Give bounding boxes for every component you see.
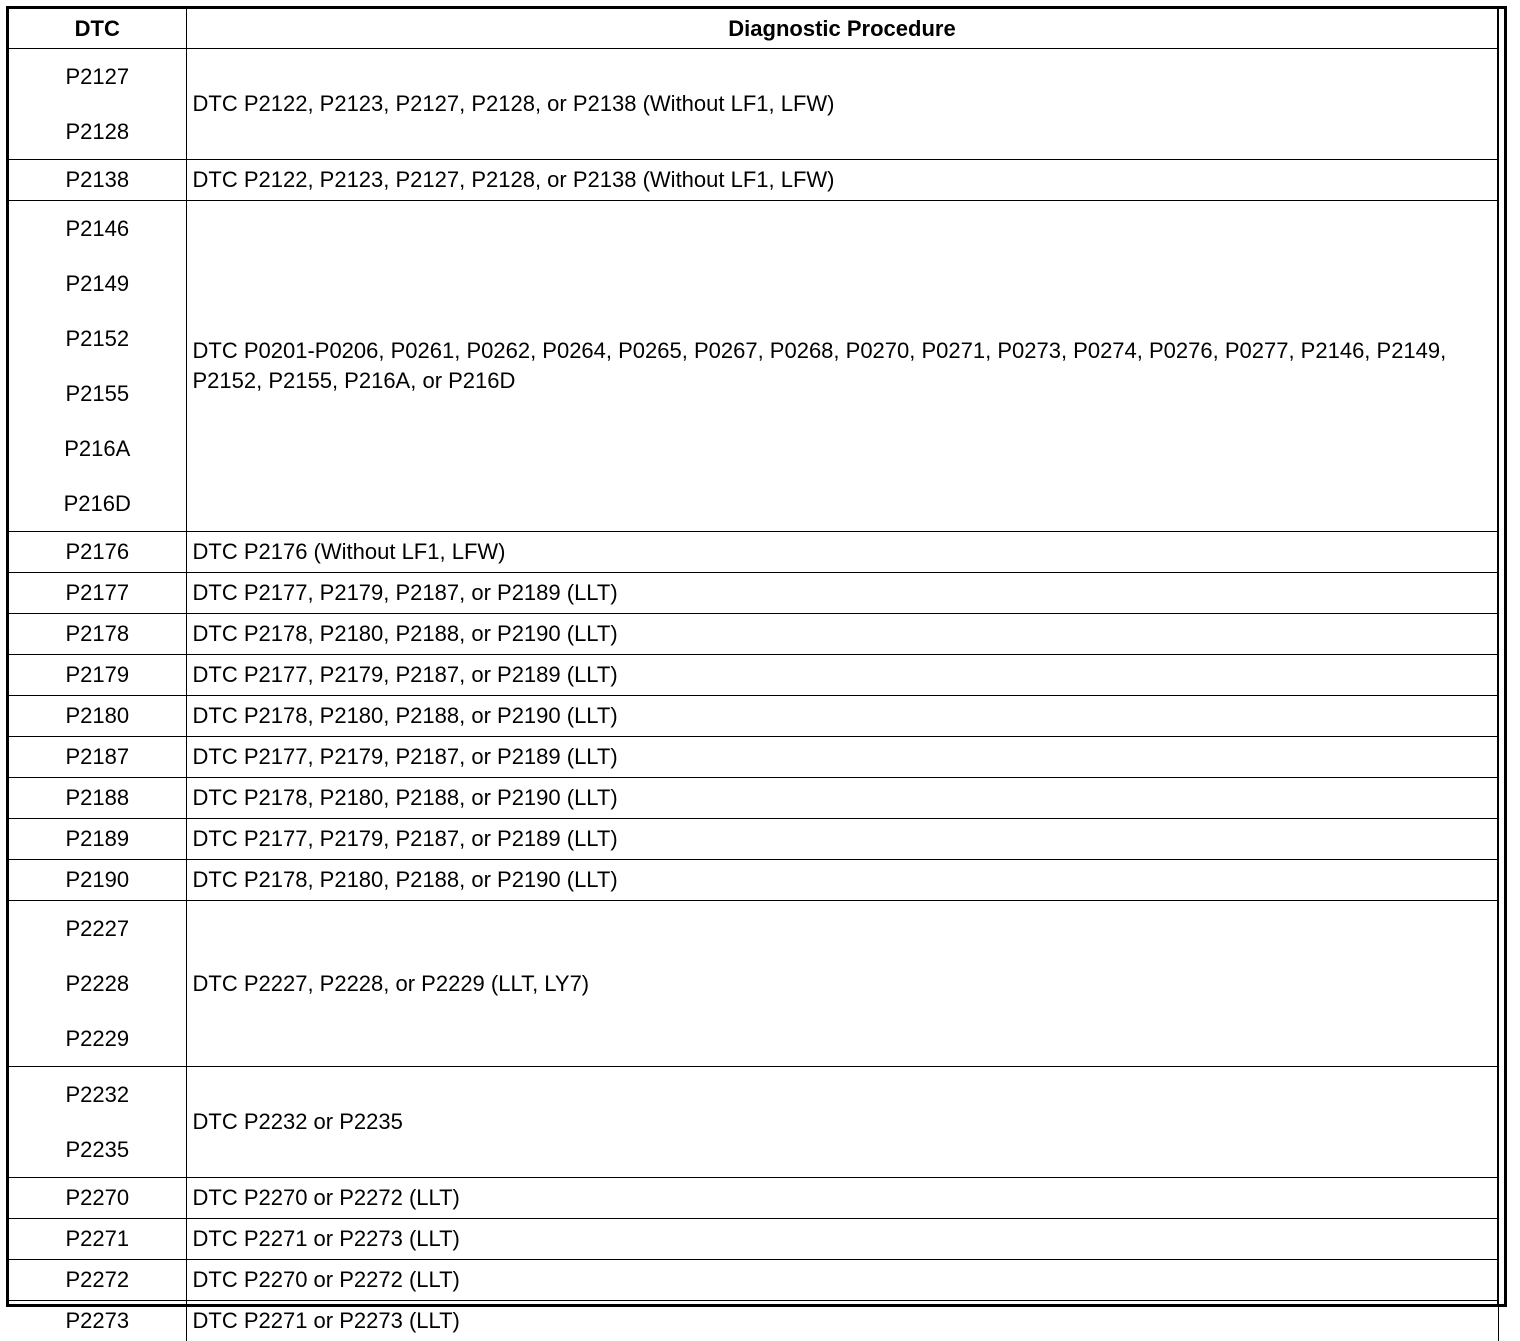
procedure-cell [186, 655, 1498, 696]
dtc-table-frame [6, 6, 1507, 1307]
table-body [9, 49, 1498, 1341]
dtc-cell [9, 532, 186, 573]
table-row [9, 573, 1498, 614]
dtc-code: P2149 [9, 256, 186, 311]
procedure-cell [186, 1219, 1498, 1260]
dtc-code: P2227 [9, 901, 186, 956]
procedure-cell [186, 696, 1498, 737]
dtc-code: P2228 [9, 956, 186, 1011]
table-header-row [9, 9, 1498, 49]
dtc-cell [9, 1219, 186, 1260]
dtc-code: P2152 [9, 311, 186, 366]
procedure-cell [186, 737, 1498, 778]
dtc-code: P2232 [9, 1067, 186, 1122]
procedure-cell [186, 160, 1498, 201]
procedure-text: DTC P2122, P2123, P2127, P2128, or P2138 (Without LF1, LFW) [193, 165, 1458, 195]
dtc-cell [9, 737, 186, 778]
dtc-cell [9, 201, 186, 532]
dtc-code: P2270 [65, 1185, 129, 1210]
table-row [9, 1219, 1498, 1260]
dtc-cell [9, 655, 186, 696]
procedure-text: DTC P2271 or P2273 (LLT) [193, 1306, 1458, 1336]
dtc-code: P2127 [9, 49, 186, 104]
dtc-code: P2190 [65, 867, 129, 892]
header-dtc: DTC [9, 9, 186, 49]
dtc-procedure-table [9, 9, 1499, 1341]
procedure-text: DTC P2122, P2123, P2127, P2128, or P2138 (Without LF1, LFW) [193, 89, 1458, 119]
procedure-text: DTC P2178, P2180, P2188, or P2190 (LLT) [193, 701, 1458, 731]
dtc-code: P2178 [65, 621, 129, 646]
dtc-code: P2177 [65, 580, 129, 605]
dtc-cell [9, 614, 186, 655]
dtc-cell [9, 160, 186, 201]
procedure-cell [186, 201, 1498, 532]
dtc-code: P2189 [65, 826, 129, 851]
procedure-cell [186, 49, 1498, 160]
procedure-text: DTC P2177, P2179, P2187, or P2189 (LLT) [193, 742, 1458, 772]
procedure-cell [186, 532, 1498, 573]
table-row [9, 696, 1498, 737]
procedure-cell [186, 1301, 1498, 1341]
dtc-code: P2188 [65, 785, 129, 810]
table-row [9, 901, 1498, 1067]
table-row [9, 201, 1498, 532]
dtc-code: P2176 [65, 539, 129, 564]
dtc-cell [9, 819, 186, 860]
dtc-cell [9, 1301, 186, 1341]
dtc-cell [9, 696, 186, 737]
table-row [9, 1067, 1498, 1178]
procedure-text: DTC P2177, P2179, P2187, or P2189 (LLT) [193, 578, 1458, 608]
procedure-text: DTC P2178, P2180, P2188, or P2190 (LLT) [193, 619, 1458, 649]
table-row [9, 1178, 1498, 1219]
dtc-code: P2229 [9, 1011, 186, 1066]
procedure-text: DTC P2177, P2179, P2187, or P2189 (LLT) [193, 660, 1458, 690]
dtc-code: P2187 [65, 744, 129, 769]
dtc-code: P2138 [65, 167, 129, 192]
dtc-cell [9, 1067, 186, 1178]
procedure-text: DTC P2270 or P2272 (LLT) [193, 1183, 1458, 1213]
dtc-code: P2273 [65, 1308, 129, 1333]
procedure-cell [186, 1067, 1498, 1178]
dtc-code: P2272 [65, 1267, 129, 1292]
dtc-code: P216D [9, 476, 186, 531]
table-row [9, 160, 1498, 201]
right-inner-rule [1497, 9, 1498, 1304]
table-row [9, 778, 1498, 819]
dtc-cell [9, 1260, 186, 1301]
procedure-cell [186, 860, 1498, 901]
procedure-cell [186, 1260, 1498, 1301]
table-row [9, 1260, 1498, 1301]
dtc-code: P2146 [9, 201, 186, 256]
table-row [9, 655, 1498, 696]
table-row [9, 1301, 1498, 1341]
table-row [9, 860, 1498, 901]
procedure-text: DTC P2232 or P2235 [193, 1107, 1458, 1137]
dtc-cell [9, 901, 186, 1067]
procedure-cell [186, 614, 1498, 655]
table-row [9, 819, 1498, 860]
dtc-cell [9, 49, 186, 160]
procedure-text: DTC P2176 (Without LF1, LFW) [193, 537, 1458, 567]
procedure-text: DTC P2178, P2180, P2188, or P2190 (LLT) [193, 865, 1458, 895]
procedure-text: DTC P2271 or P2273 (LLT) [193, 1224, 1458, 1254]
procedure-cell [186, 819, 1498, 860]
procedure-text: DTC P2178, P2180, P2188, or P2190 (LLT) [193, 783, 1458, 813]
dtc-cell [9, 573, 186, 614]
table-row [9, 737, 1498, 778]
dtc-code: P2155 [9, 366, 186, 421]
procedure-text: DTC P0201-P0206, P0261, P0262, P0264, P0265, P0267, P0268, P0270, P0271, P0273, P0274, P0276, P0277, P2146, P2149, P2152, P2155, P216A, or P216D [193, 336, 1458, 396]
dtc-code: P2179 [65, 662, 129, 687]
procedure-text: DTC P2270 or P2272 (LLT) [193, 1265, 1458, 1295]
procedure-cell [186, 778, 1498, 819]
dtc-code: P2128 [9, 104, 186, 159]
dtc-cell [9, 860, 186, 901]
dtc-code: P2271 [65, 1226, 129, 1251]
table-row [9, 532, 1498, 573]
dtc-code: P2180 [65, 703, 129, 728]
dtc-cell [9, 1178, 186, 1219]
procedure-cell [186, 573, 1498, 614]
procedure-text: DTC P2177, P2179, P2187, or P2189 (LLT) [193, 824, 1458, 854]
header-diagnostic-procedure: Diagnostic Procedure [186, 9, 1498, 49]
dtc-cell [9, 778, 186, 819]
dtc-code: P2235 [9, 1122, 186, 1177]
dtc-code: P216A [9, 421, 186, 476]
procedure-cell [186, 1178, 1498, 1219]
table-row [9, 614, 1498, 655]
table-row [9, 49, 1498, 160]
procedure-text: DTC P2227, P2228, or P2229 (LLT, LY7) [193, 969, 1458, 999]
procedure-cell [186, 901, 1498, 1067]
